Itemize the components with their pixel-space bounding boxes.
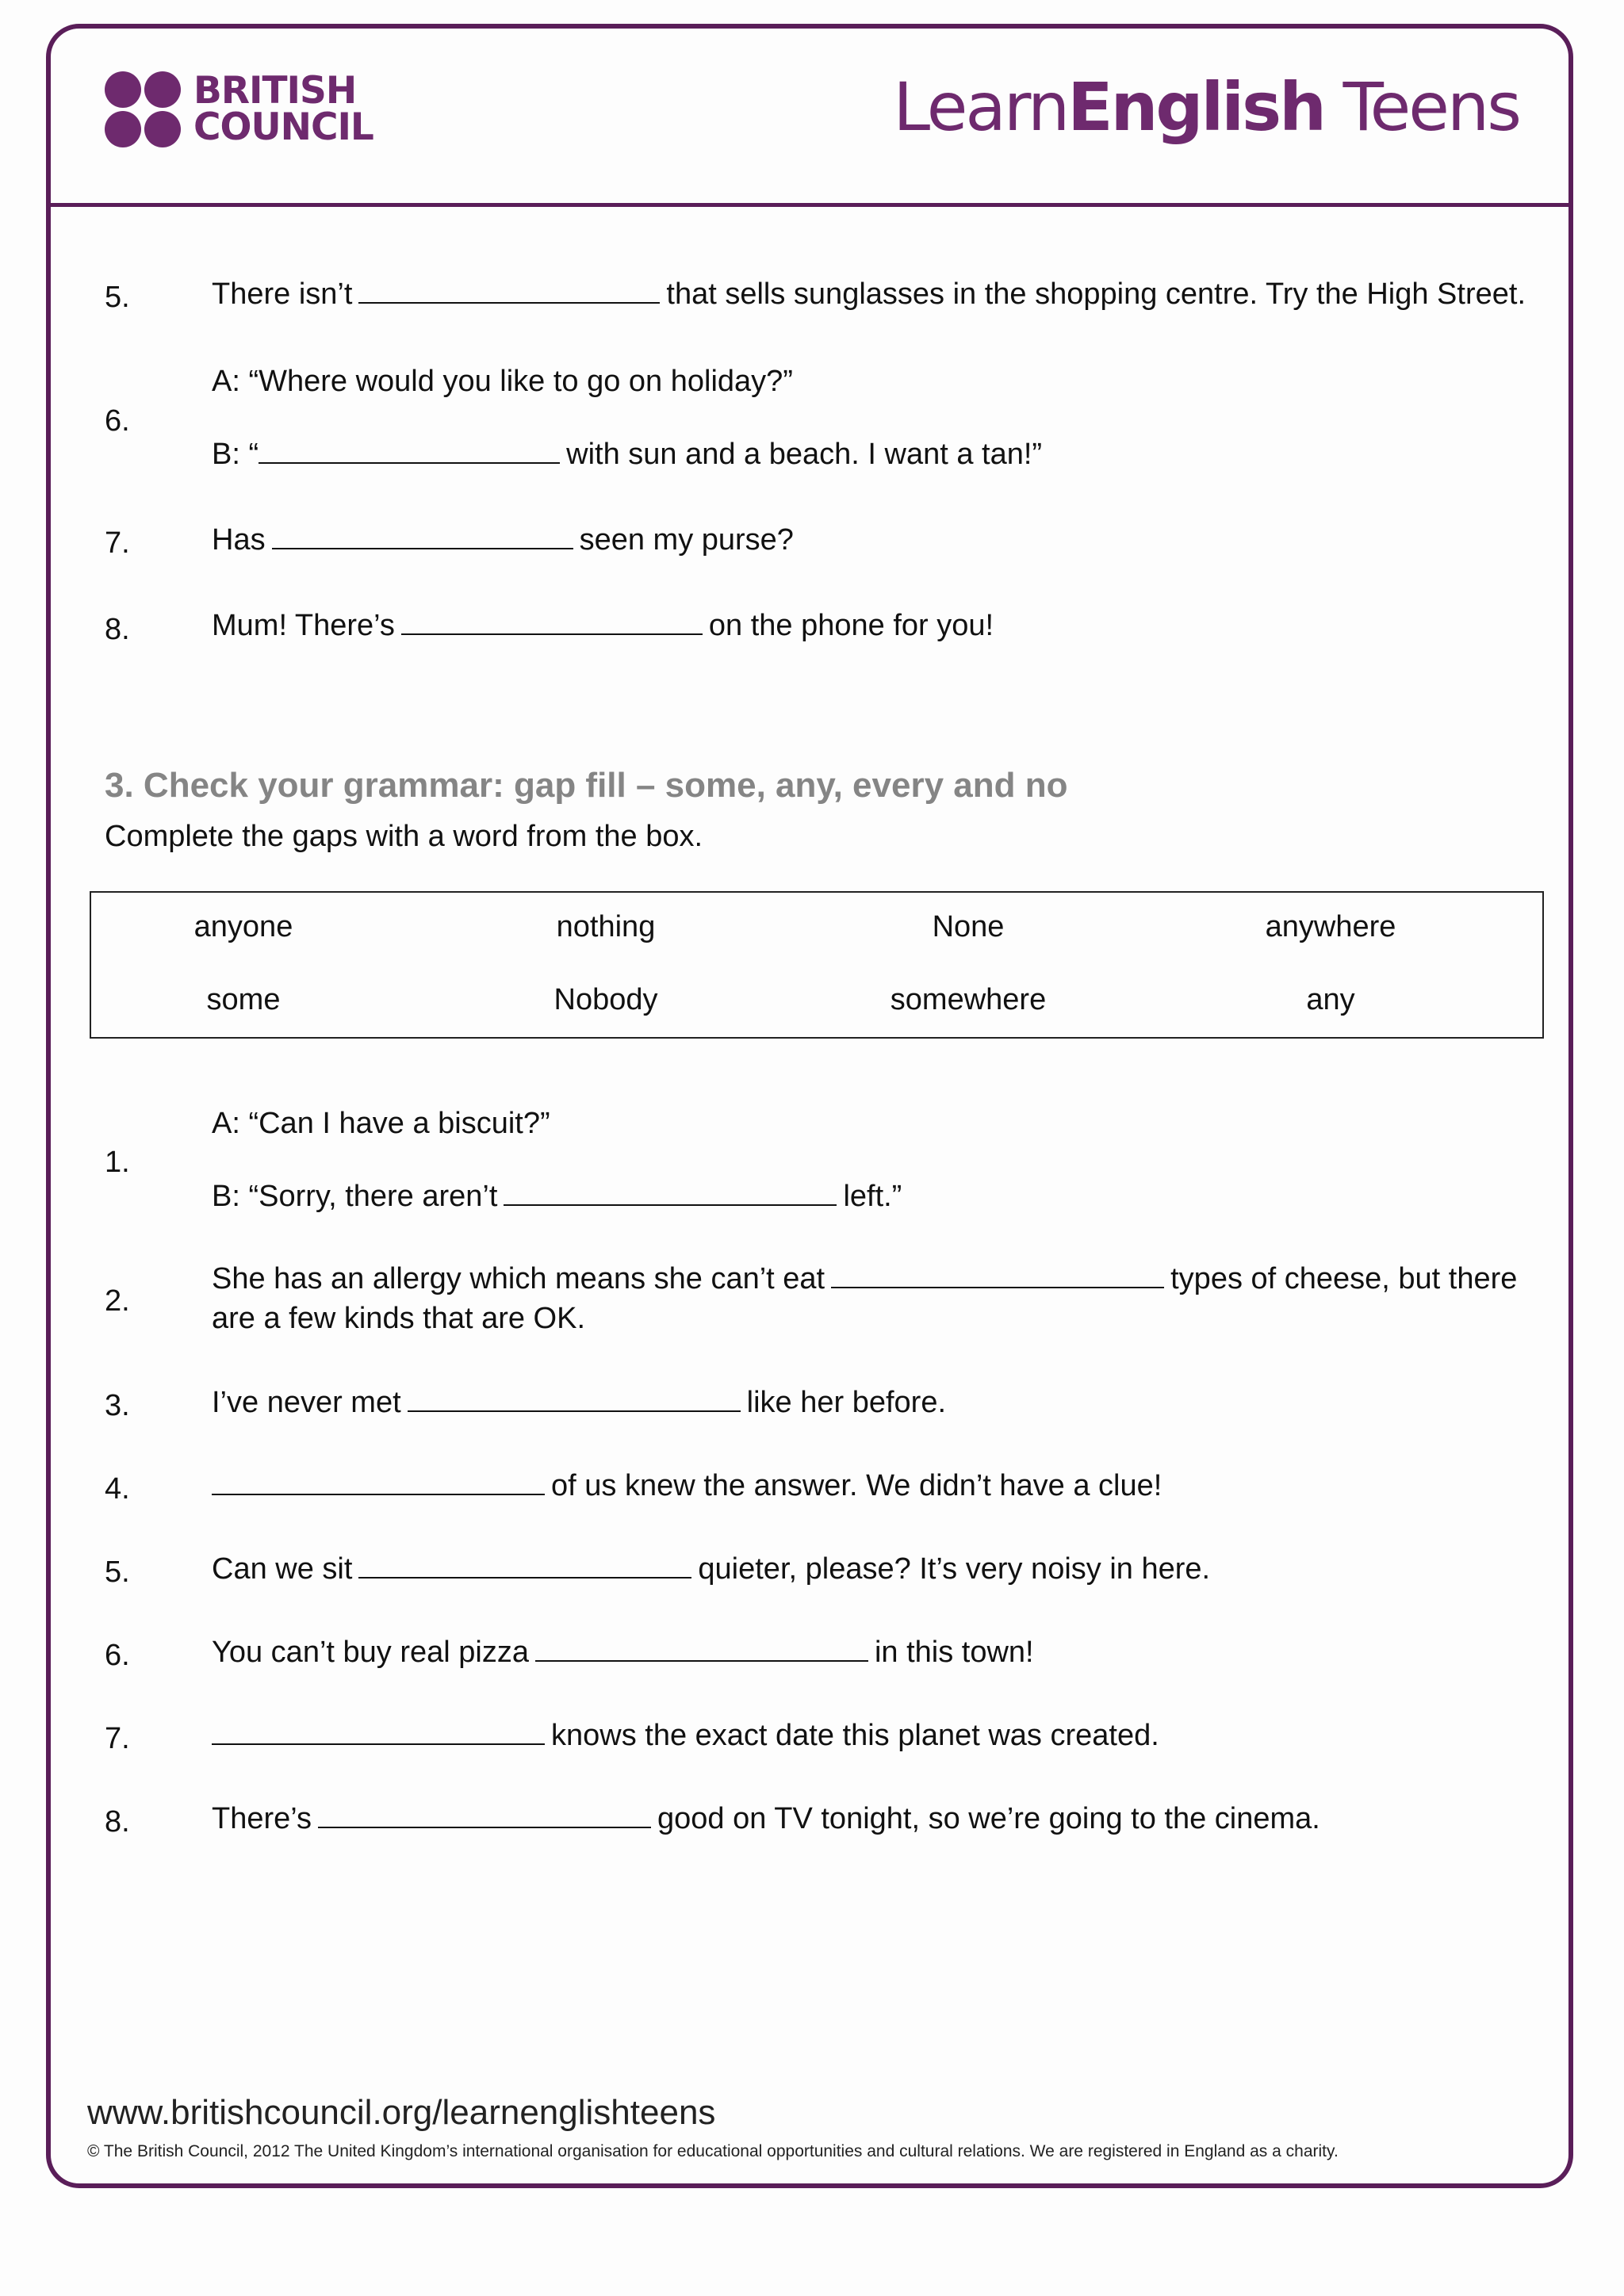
question-number: 5.	[105, 281, 130, 314]
question-text: knows the exact date this planet was created.	[212, 1719, 1159, 1753]
answer-blank[interactable]	[358, 278, 660, 304]
answer-blank[interactable]	[535, 1636, 868, 1662]
word-option: somewhere	[890, 983, 1047, 1016]
footer-url-link[interactable]: www.britishcouncil.org/learnenglishteens	[87, 2093, 716, 2132]
word-option: None	[932, 910, 1005, 943]
question-number: 7.	[105, 526, 130, 560]
question-text: There’s good on TV tonight, so we’re going to the cinema.	[212, 1802, 1320, 1835]
question-text: You can’t buy real pizza in this town!	[212, 1636, 1034, 1669]
answer-blank[interactable]	[401, 610, 703, 635]
question-number: 7.	[105, 1722, 130, 1755]
answer-blank[interactable]	[318, 1803, 651, 1828]
word-option: some	[206, 983, 281, 1016]
question-text: B: “ with sun and a beach. I want a tan!”	[212, 438, 1043, 471]
question-text: A: “Where would you like to go on holiday?”	[212, 365, 793, 398]
question-number: 8.	[105, 1805, 130, 1839]
question-text: Can we sit quieter, please? It’s very noisy in here.	[212, 1552, 1211, 1586]
answer-blank[interactable]	[504, 1181, 837, 1206]
question-number: 1.	[105, 1146, 130, 1179]
word-option: nothing	[556, 910, 656, 943]
word-option: any	[1306, 983, 1355, 1016]
question-number: 6.	[105, 404, 130, 438]
answer-blank[interactable]	[212, 1470, 545, 1495]
question-text: B: “Sorry, there aren’t left.”	[212, 1180, 902, 1213]
question-text: There isn’t that sells sunglasses in the shopping centre. Try the High Street.	[212, 277, 1526, 311]
question-number: 5.	[105, 1556, 130, 1589]
word-option: anywhere	[1265, 910, 1396, 943]
british-council-logo	[105, 69, 373, 151]
question-number: 8.	[105, 613, 130, 646]
british-council-wordmark: BRITISH COUNCIL	[193, 69, 373, 149]
question-text: of us knew the answer. We didn’t have a clue!	[212, 1469, 1162, 1503]
word-option: Nobody	[553, 983, 658, 1016]
answer-blank[interactable]	[212, 1720, 545, 1745]
question-number: 4.	[105, 1472, 130, 1506]
answer-blank[interactable]	[358, 1553, 691, 1578]
question-number: 2.	[105, 1284, 130, 1318]
word-box	[90, 891, 1544, 1039]
page-frame	[46, 24, 1573, 2188]
question-number: 3.	[105, 1389, 130, 1422]
section-title: 3. Check your grammar: gap fill – some, any, every and no	[105, 766, 1068, 805]
question-number: 6.	[105, 1639, 130, 1672]
question-text: A: “Can I have a biscuit?”	[212, 1107, 550, 1140]
footer-copyright: © The British Council, 2012 The United Kingdom’s international organisation for educational opportunities and cultural relations. We are registered in England as a charity.	[87, 2142, 1339, 2160]
learnenglish-teens-logo: LearnEnglish Teens	[893, 68, 1519, 146]
question-text: are a few kinds that are OK.	[212, 1302, 586, 1335]
word-option: anyone	[193, 910, 293, 943]
question-text: She has an allergy which means she can’t eat types of cheese, but there	[212, 1262, 1518, 1295]
question-text: Has seen my purse?	[212, 523, 794, 557]
header-divider	[49, 203, 1572, 207]
answer-blank[interactable]	[259, 438, 560, 464]
logo-dots-icon	[105, 71, 184, 151]
answer-blank[interactable]	[408, 1387, 741, 1412]
question-text: Mum! There’s on the phone for you!	[212, 609, 994, 642]
section-instruction: Complete the gaps with a word from the box.	[105, 820, 703, 853]
question-text: I’ve never met like her before.	[212, 1386, 947, 1419]
answer-blank[interactable]	[831, 1263, 1164, 1288]
answer-blank[interactable]	[272, 524, 573, 549]
